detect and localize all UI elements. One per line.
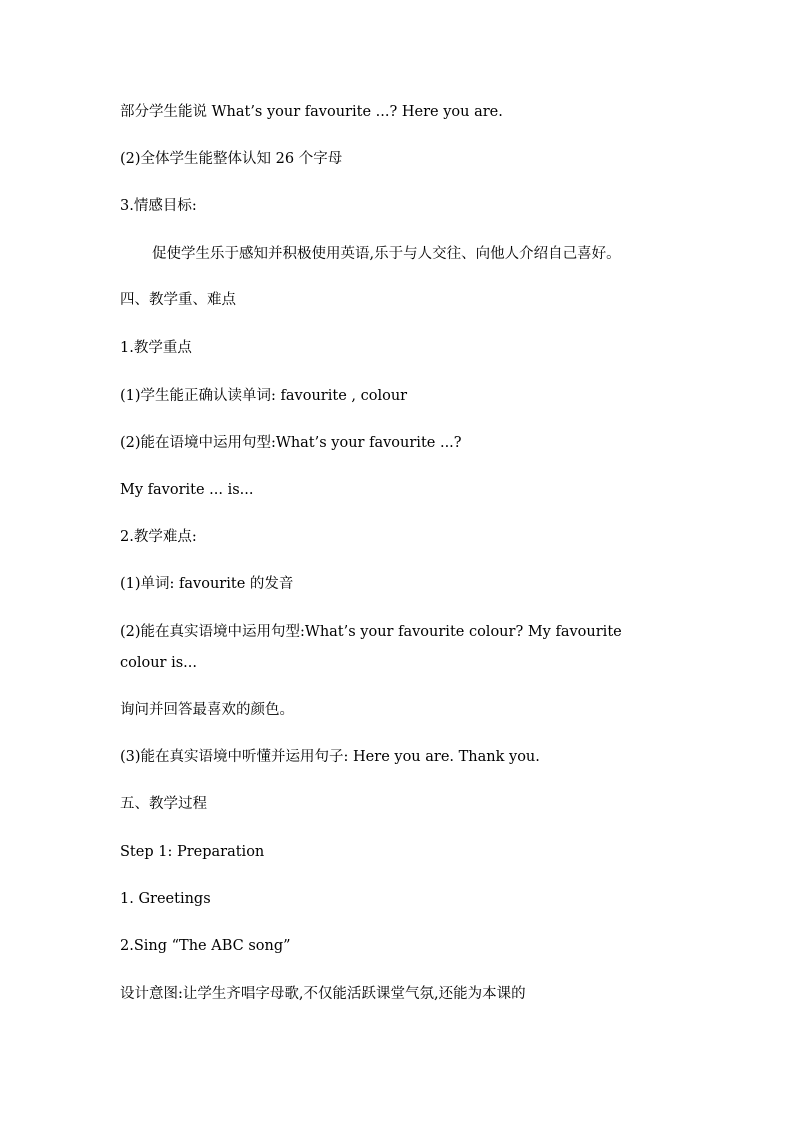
section-heading: 2.教学难点: xyxy=(120,529,197,545)
section-heading: 五、教学过程 xyxy=(120,796,207,812)
text-line: 部分学生能说 What’s your favourite ...? Here you are. xyxy=(120,104,503,120)
text-line: (2)能在真实语境中运用句型:What’s your favourite colour? My favourite xyxy=(120,624,622,640)
text-line: 促使学生乐于感知并积极使用英语,乐于与人交往、向他人介绍自己喜好。 xyxy=(152,246,621,262)
text-line: My favorite ... is... xyxy=(120,482,254,498)
text-line: (2)能在语境中运用句型:What’s your favourite ...? xyxy=(120,435,462,451)
text-line: 设计意图:让学生齐唱字母歌,不仅能活跃课堂气氛,还能为本课的 xyxy=(120,986,526,1002)
section-heading: 3.情感目标: xyxy=(120,198,197,214)
section-heading: 四、教学重、难点 xyxy=(120,292,236,308)
section-heading: 1.教学重点 xyxy=(120,340,192,356)
text-line: 2.Sing “The ABC song” xyxy=(120,938,291,954)
text-line: Step 1: Preparation xyxy=(120,844,265,860)
text-line: (3)能在真实语境中听懂并运用句子: Here you are. Thank you. xyxy=(120,749,540,765)
text-line: (1)学生能正确认读单词: favourite , colour xyxy=(120,388,408,404)
text-line: 询问并回答最喜欢的颜色。 xyxy=(120,702,294,718)
text-line: (2)全体学生能整体认知 26 个字母 xyxy=(120,151,343,167)
text-line: (1)单词: favourite 的发音 xyxy=(120,576,294,592)
text-line: 1. Greetings xyxy=(120,891,211,907)
text-line: colour is... xyxy=(120,655,198,671)
